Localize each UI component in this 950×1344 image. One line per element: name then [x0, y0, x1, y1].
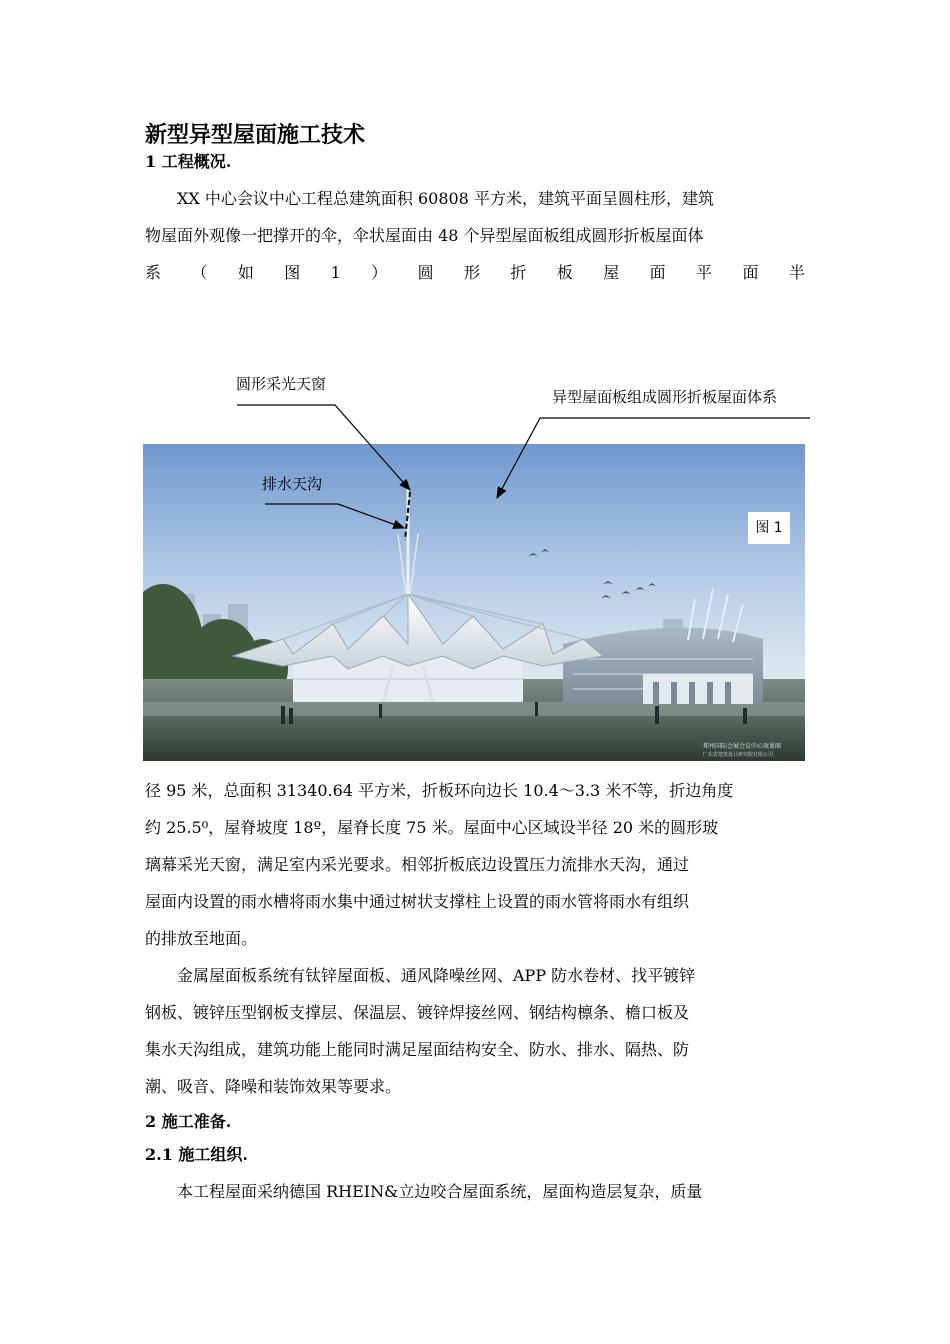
p2-line-5: 的排放至地面。: [145, 929, 258, 948]
annotation-skylight: 圆形采光天窗: [236, 375, 327, 393]
p1-char: 屋: [603, 263, 620, 282]
p1-char: 形: [464, 263, 481, 282]
p3-line-3: 集水天沟组成，建筑功能上能同时满足屋面结构安全、防水、排水、隔热、防: [145, 1040, 690, 1059]
section-1-heading: 1 工程概况.: [145, 152, 232, 171]
figure-label: 图 1: [748, 512, 790, 544]
paragraph-1: [145, 180, 805, 291]
p1-char: 图: [284, 263, 301, 282]
paragraph-3: [145, 957, 805, 1105]
p3-line-1: 金属屋面板系统有钛锌屋面板、通风降噪丝网、APP 防水卷材、找平镀锌: [177, 966, 696, 985]
p1-char: 1: [330, 263, 341, 282]
p1-char: 面: [649, 263, 666, 282]
paragraph-4: [145, 1173, 805, 1210]
p1-char: 折: [510, 263, 527, 282]
photo-caption-1: 郑州国际会展会议中心效果图: [703, 743, 782, 750]
p3-line-2: 钢板、镀锌压型钢板支撑层、保温层、镀锌焊接丝网、钢结构檩条、檐口板及: [145, 1003, 690, 1022]
p1-char: 板: [556, 263, 573, 282]
p2-line-1: 径 95 米，总面积 31340.64 平方米，折板环向边长 10.4～3.3 米不等，折边角度: [145, 781, 734, 800]
p3-line-4: 潮、吸音、降噪和装饰效果等要求。: [145, 1077, 402, 1096]
p1-char: 如: [237, 263, 254, 282]
p2-line-3: 璃幕采光天窗，满足室内采光要求。相邻折板底边设置压力流排水天沟，通过: [145, 855, 690, 874]
p1-line-1: XX 中心会议中心工程总建筑面积 60808 平方米，建筑平面呈圆柱形，建筑: [177, 189, 714, 208]
annotation-gutter: 排水天沟: [262, 475, 323, 493]
p1-char: 半: [788, 263, 805, 282]
p1-char: 面: [742, 263, 759, 282]
p1-char: （: [191, 263, 208, 282]
p4-line-1: 本工程屋面采纳德国 RHEIN&立边咬合屋面系统，屋面构造层复杂，质量: [177, 1182, 703, 1201]
p1-char: 系: [145, 263, 162, 282]
doc-title: 新型异型屋面施工技术: [145, 123, 366, 148]
p1-char: ）: [371, 263, 388, 282]
photo-caption-2: 广东省建筑设计研究院有限公司: [703, 752, 774, 758]
p1-char: 平: [696, 263, 713, 282]
p2-line-4: 屋面内设置的雨水槽将雨水集中通过树状支撑柱上设置的雨水管将雨水有组织: [145, 892, 690, 911]
paragraph-2: [145, 772, 805, 957]
p2-line-2: 约 25.5⁰，屋脊坡度 18º，屋脊长度 75 米。屋面中心区域设半径 20 米的圆形玻: [145, 818, 719, 837]
p1-char: 圆: [417, 263, 434, 282]
section-2-heading: 2 施工准备.: [145, 1112, 232, 1131]
annotation-roof-system: 异型屋面板组成圆形折板屋面体系: [552, 388, 778, 406]
p1-line-3: [145, 254, 805, 291]
building-rendering-image: [143, 444, 805, 761]
p1-line-2: 物屋面外观像一把撑开的伞，伞状屋面由 48 个异型屋面板组成圆形折板屋面体: [145, 226, 704, 245]
section-2-1-heading: 2.1 施工组织.: [145, 1145, 248, 1164]
